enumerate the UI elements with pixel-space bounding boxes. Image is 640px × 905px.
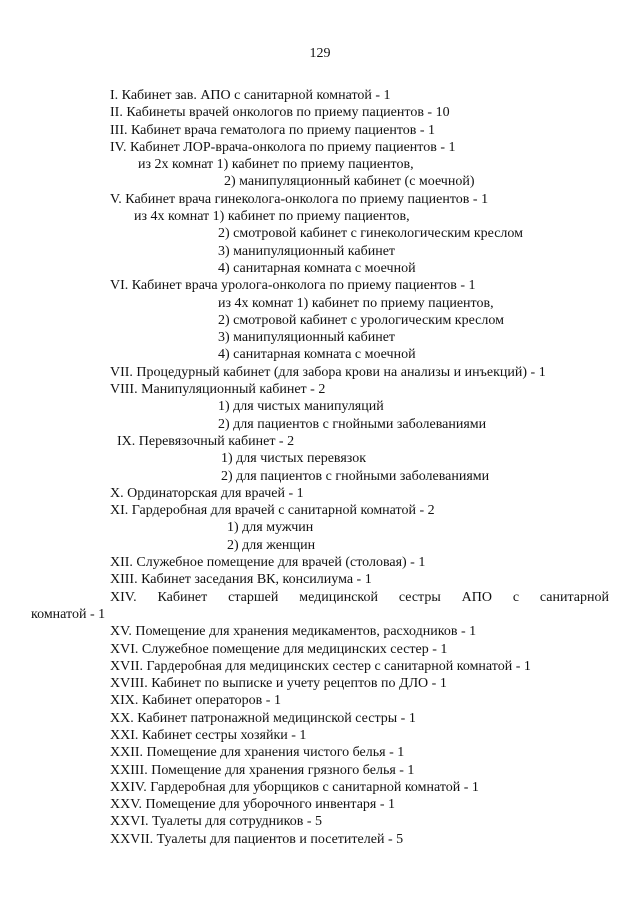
- list-item: X. Ординаторская для врачей - 1: [110, 485, 304, 501]
- list-item: XVI. Служебное помещение для медицинских сестер - 1: [110, 641, 448, 657]
- list-subitem: 3) манипуляционный кабинет: [218, 330, 396, 346]
- list-subitem: из 4х комнат 1) кабинет по приему пациентов,: [218, 295, 494, 311]
- list-item: XIII. Кабинет заседания ВК, консилиума - 1: [110, 572, 372, 588]
- list-item: XXVII. Туалеты для пациентов и посетителей - 5: [110, 831, 404, 847]
- list-item: XXII. Помещение для хранения чистого белья - 1: [110, 745, 405, 761]
- list-subitem: 4) санитарная комната с моечной: [218, 260, 416, 276]
- list-item: XI. Гардеробная для врачей с санитарной комнатой - 2: [110, 503, 435, 519]
- list-item: IX. Перевязочный кабинет - 2: [117, 433, 295, 449]
- page-number: 129: [309, 46, 331, 61]
- room-list: [0, 87, 640, 848]
- list-item: XII. Служебное помещение для врачей (столовая) - 1: [110, 555, 426, 571]
- list-subitem: 3) манипуляционный кабинет: [218, 243, 396, 259]
- list-item: XIV. Кабинет старшей медицинской сестры АПО с санитарной: [110, 589, 609, 605]
- list-item: XX. Кабинет патронажной медицинской сестры - 1: [110, 710, 416, 726]
- list-subitem: 1) для чистых перевязок: [221, 451, 367, 467]
- list-subitem: из 2х комнат 1) кабинет по приему пациентов,: [138, 157, 414, 173]
- list-item: VIII. Манипуляционный кабинет - 2: [110, 382, 326, 398]
- list-item: VI. Кабинет врача уролога-онколога по приему пациентов - 1: [110, 278, 476, 294]
- list-subitem: 4) санитарная комната с моечной: [218, 347, 416, 363]
- list-subitem: 2) для пациентов с гнойными заболеваниями: [218, 416, 487, 432]
- list-subitem: 2) для женщин: [227, 537, 316, 553]
- list-item-continuation: комнатой - 1: [31, 606, 106, 622]
- list-item: II. Кабинеты врачей онкологов по приему пациентов - 10: [110, 105, 450, 121]
- list-item: XXI. Кабинет сестры хозяйки - 1: [110, 727, 307, 743]
- list-item: XXVI. Туалеты для сотрудников - 5: [110, 814, 322, 830]
- list-item: V. Кабинет врача гинеколога-онколога по приему пациентов - 1: [110, 191, 489, 207]
- list-subitem: 1) для чистых манипуляций: [218, 399, 384, 415]
- list-item: XIX. Кабинет операторов - 1: [110, 693, 281, 709]
- list-item: XVII. Гардеробная для медицинских сестер с санитарной комнатой - 1: [110, 658, 531, 674]
- list-item: I. Кабинет зав. АПО с санитарной комнатой - 1: [110, 88, 391, 103]
- list-item: XVIII. Кабинет по выписке и учету рецептов по ДЛО - 1: [110, 676, 447, 692]
- list-item: IV. Кабинет ЛОР-врача-онколога по приему пациентов - 1: [110, 139, 456, 155]
- list-subitem: 1) для мужчин: [227, 520, 314, 536]
- list-subitem: из 4х комнат 1) кабинет по приему пациентов,: [134, 209, 410, 225]
- list-subitem: 2) смотровой кабинет с урологическим креслом: [218, 312, 504, 328]
- list-subitem: 2) смотровой кабинет с гинекологическим креслом: [218, 226, 523, 242]
- list-item: XXIII. Помещение для хранения грязного белья - 1: [110, 762, 415, 778]
- list-subitem: 2) манипуляционный кабинет (с моечной): [224, 174, 475, 190]
- list-item: XV. Помещение для хранения медикаментов, расходников - 1: [110, 624, 477, 640]
- list-subitem: 2) для пациентов с гнойными заболеваниями: [221, 468, 490, 484]
- list-item: XXV. Помещение для уборочного инвентаря - 1: [110, 797, 396, 813]
- list-item: VII. Процедурный кабинет (для забора крови на анализы и инъекций) - 1: [110, 364, 546, 380]
- list-item: XXIV. Гардеробная для уборщиков с санитарной комнатой - 1: [110, 779, 479, 795]
- list-item: III. Кабинет врача гематолога по приему пациентов - 1: [110, 122, 436, 138]
